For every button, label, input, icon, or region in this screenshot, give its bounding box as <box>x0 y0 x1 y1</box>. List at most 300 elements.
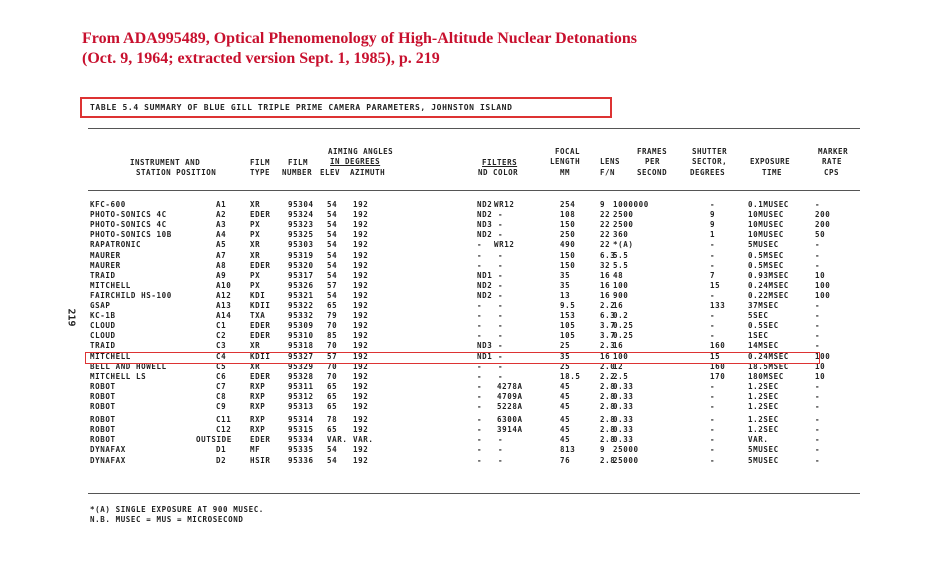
cell-filter-color: - <box>498 435 504 445</box>
cell-marker-rate: 10 <box>815 371 826 381</box>
cell-frames-per-second: 16 <box>613 341 624 351</box>
header-lens-2: F/N <box>600 168 616 177</box>
cell-film-number: 95313 <box>288 402 314 411</box>
cell-frames-per-second: 48 <box>613 270 624 280</box>
cell-film-type: EDER <box>250 435 271 445</box>
cell-instrument: DYNAFAX <box>90 445 126 455</box>
cell-marker-rate: 50 <box>815 230 826 240</box>
header-exposure-2: TIME <box>762 168 783 177</box>
cell-station: A1 <box>216 200 227 209</box>
cell-marker-rate: - <box>815 200 821 209</box>
cell-instrument: PHOTO-SONICS 4C <box>90 210 167 220</box>
cell-azimuth: 192 <box>353 341 369 351</box>
cell-lens: 2.0 <box>600 361 616 371</box>
cell-lens: 6.3 <box>600 250 616 260</box>
cell-lens: 9 <box>600 200 606 209</box>
cell-focal-length: 9.5 <box>560 301 576 310</box>
cell-film-type: RXP <box>250 381 266 391</box>
cell-marker-rate: 10 <box>815 270 826 280</box>
table-row <box>0 372 931 382</box>
cell-azimuth: 192 <box>353 240 369 250</box>
cell-film-number: 95327 <box>288 351 314 361</box>
cell-filter-color: - <box>498 331 504 341</box>
cell-marker-rate: - <box>815 381 821 391</box>
cell-lens: 2.2 <box>600 301 616 310</box>
cell-filter-nd: ND2 <box>477 200 493 209</box>
cell-exposure-time: 5MUSEC <box>748 240 779 250</box>
cell-film-number: 95310 <box>288 331 314 341</box>
table-row <box>0 220 931 230</box>
cell-filter-color: 4709A <box>497 391 523 401</box>
cell-azimuth: 192 <box>353 402 369 411</box>
table-row <box>0 301 931 311</box>
cell-focal-length: 13 <box>560 290 571 300</box>
cell-lens: 2.8 <box>600 391 616 401</box>
table-row <box>0 341 931 351</box>
cell-focal-length: 18.5 <box>560 371 581 381</box>
cell-lens: 22 <box>600 230 611 240</box>
cell-film-type: XR <box>250 341 261 351</box>
cell-film-number: 95334 <box>288 435 314 445</box>
cell-film-type: XR <box>250 361 261 371</box>
cell-filter-color: - <box>498 341 504 351</box>
cell-frames-per-second: 0.33 <box>613 415 634 425</box>
table-row <box>0 230 931 240</box>
cell-exposure-time: 1.2SEC <box>748 391 779 401</box>
cell-station: C12 <box>216 425 232 435</box>
cell-shutter-sector: - <box>710 402 716 411</box>
cell-elev: VAR. <box>327 435 348 445</box>
cell-filter-nd: - <box>477 381 483 391</box>
cell-frames-per-second: 0.33 <box>613 381 634 391</box>
cell-exposure-time: 1.2SEC <box>748 415 779 425</box>
cell-film-number: 95323 <box>288 220 314 230</box>
cell-station: A8 <box>216 260 227 270</box>
cell-exposure-time: 1.2SEC <box>748 402 779 411</box>
cell-film-type: MF <box>250 445 261 455</box>
cell-film-type: RXP <box>250 402 266 411</box>
cell-shutter-sector: - <box>710 321 716 331</box>
cell-filter-color: - <box>498 301 504 310</box>
header-elev: ELEV <box>320 168 341 177</box>
cell-exposure-time: 18.5MSEC <box>748 361 789 371</box>
cell-instrument: MITCHELL LS <box>90 371 147 381</box>
cell-marker-rate: - <box>815 331 821 341</box>
cell-shutter-sector: - <box>710 381 716 391</box>
cell-lens: 2.3 <box>600 341 616 351</box>
table-row <box>0 210 931 220</box>
cell-instrument: ROBOT <box>90 415 116 425</box>
cell-instrument: ROBOT <box>90 402 116 411</box>
table-row <box>0 382 931 392</box>
cell-focal-length: 490 <box>560 240 576 250</box>
cell-focal-length: 35 <box>560 270 571 280</box>
cell-filter-nd: ND2 <box>477 290 493 300</box>
cell-filter-color: - <box>498 311 504 321</box>
cell-marker-rate: - <box>815 435 821 445</box>
table-row <box>0 445 931 455</box>
cell-film-type: PX <box>250 230 261 240</box>
cell-azimuth: 192 <box>353 311 369 321</box>
cell-filter-nd: - <box>477 371 483 381</box>
header-instrument: INSTRUMENT AND <box>130 158 201 167</box>
source-caption-line1: From ADA995489, Optical Phenomenology of High-Altitude Nuclear Detonations <box>82 30 637 47</box>
cell-shutter-sector: - <box>710 425 716 435</box>
cell-lens: 2.8 <box>600 415 616 425</box>
cell-frames-per-second: 0.25 <box>613 321 634 331</box>
cell-exposure-time: 0.5SEC <box>748 321 779 331</box>
cell-exposure-time: VAR. <box>748 435 769 445</box>
cell-filter-nd: - <box>477 240 483 250</box>
page-number: 219 <box>65 308 77 327</box>
cell-instrument: TRAID <box>90 341 116 351</box>
cell-focal-length: 45 <box>560 425 571 435</box>
cell-exposure-time: 1.2SEC <box>748 425 779 435</box>
top-rule <box>88 128 860 129</box>
cell-film-number: 95317 <box>288 270 314 280</box>
cell-shutter-sector: 15 <box>710 351 721 361</box>
cell-marker-rate: - <box>815 455 821 465</box>
cell-azimuth: 192 <box>353 391 369 401</box>
cell-shutter-sector: - <box>710 311 716 321</box>
cell-film-number: 95321 <box>288 290 314 300</box>
cell-lens: 22 <box>600 240 611 250</box>
header-nd-color: ND COLOR <box>478 168 519 177</box>
cell-elev: 65 <box>327 301 338 310</box>
cell-filter-nd: - <box>477 311 483 321</box>
cell-station: D2 <box>216 455 227 465</box>
cell-film-number: 95322 <box>288 301 314 310</box>
header-lens-1: LENS <box>600 157 621 166</box>
cell-station: C2 <box>216 331 227 341</box>
cell-filter-color: - <box>498 260 504 270</box>
cell-shutter-sector: 15 <box>710 280 721 290</box>
cell-marker-rate: 200 <box>815 210 831 220</box>
cell-lens: 22 <box>600 210 611 220</box>
cell-film-type: KDII <box>250 351 271 361</box>
header-shutter-2: SECTOR, <box>692 157 728 166</box>
cell-frames-per-second: *(A) <box>613 240 634 250</box>
cell-instrument: MAURER <box>90 250 121 260</box>
cell-instrument: FAIRCHILD HS-100 <box>90 290 172 300</box>
cell-exposure-time: 0.22MSEC <box>748 290 789 300</box>
cell-filter-nd: ND2 <box>477 230 493 240</box>
cell-film-number: 95326 <box>288 280 314 290</box>
cell-lens: 16 <box>600 270 611 280</box>
cell-filter-nd: - <box>477 415 483 425</box>
cell-filter-nd: - <box>477 455 483 465</box>
cell-film-type: EDER <box>250 331 271 341</box>
cell-filter-nd: - <box>477 445 483 455</box>
cell-focal-length: 254 <box>560 200 576 209</box>
cell-filter-color: - <box>498 210 504 220</box>
cell-station: D1 <box>216 445 227 455</box>
cell-marker-rate: 10 <box>815 361 826 371</box>
cell-filter-nd: ND1 <box>477 351 493 361</box>
cell-filter-nd: - <box>477 402 483 411</box>
cell-exposure-time: 10MUSEC <box>748 220 784 230</box>
cell-shutter-sector: 9 <box>710 220 716 230</box>
header-shutter-1: SHUTTER <box>692 147 728 156</box>
header-rule <box>88 190 860 191</box>
cell-marker-rate: 100 <box>815 290 831 300</box>
cell-frames-per-second: 900 <box>613 290 629 300</box>
cell-instrument: PHOTO-SONICS 4C <box>90 220 167 230</box>
cell-marker-rate: - <box>815 415 821 425</box>
cell-filter-nd: ND3 <box>477 220 493 230</box>
cell-marker-rate: - <box>815 425 821 435</box>
cell-lens: 2.8 <box>600 425 616 435</box>
cell-marker-rate: - <box>815 391 821 401</box>
cell-station: A7 <box>216 250 227 260</box>
cell-marker-rate: 100 <box>815 351 831 361</box>
header-focal-1: FOCAL <box>555 147 581 156</box>
cell-station: A14 <box>216 311 232 321</box>
cell-film-type: RXP <box>250 415 266 425</box>
cell-elev: 54 <box>327 445 338 455</box>
cell-shutter-sector: - <box>710 260 716 270</box>
cell-frames-per-second: 1000000 <box>613 200 649 209</box>
cell-film-number: 95332 <box>288 311 314 321</box>
cell-azimuth: 192 <box>353 321 369 331</box>
cell-elev: 70 <box>327 341 338 351</box>
cell-elev: 54 <box>327 220 338 230</box>
table-row <box>0 311 931 321</box>
cell-elev: 65 <box>327 425 338 435</box>
cell-station: A3 <box>216 220 227 230</box>
cell-filter-color: WR12 <box>494 240 515 250</box>
cell-instrument: CLOUD <box>90 331 116 341</box>
cell-film-number: 95318 <box>288 341 314 351</box>
cell-shutter-sector: 1 <box>710 230 716 240</box>
cell-exposure-time: 5MUSEC <box>748 445 779 455</box>
cell-exposure-time: 10MUSEC <box>748 230 784 240</box>
cell-instrument: RAPATRONIC <box>90 240 142 250</box>
cell-filter-nd: - <box>477 435 483 445</box>
cell-filter-color: - <box>498 321 504 331</box>
cell-film-number: 95314 <box>288 415 314 425</box>
cell-instrument: MITCHELL <box>90 351 131 361</box>
cell-film-type: XR <box>250 240 261 250</box>
cell-film-number: 95336 <box>288 455 314 465</box>
cell-marker-rate: - <box>815 402 821 411</box>
table-row <box>0 200 931 210</box>
cell-lens: 2.8 <box>600 455 616 465</box>
cell-elev: 70 <box>327 371 338 381</box>
header-marker-3: CPS <box>824 168 840 177</box>
cell-filter-color: - <box>498 371 504 381</box>
cell-elev: 65 <box>327 391 338 401</box>
cell-azimuth: 192 <box>353 425 369 435</box>
cell-film-type: XR <box>250 250 261 260</box>
cell-azimuth: 192 <box>353 210 369 220</box>
cell-azimuth: 192 <box>353 371 369 381</box>
cell-frames-per-second: 360 <box>613 230 629 240</box>
cell-exposure-time: 0.5MSEC <box>748 250 784 260</box>
cell-film-number: 95311 <box>288 381 314 391</box>
header-marker-1: MARKER <box>818 147 849 156</box>
cell-marker-rate: - <box>815 240 821 250</box>
cell-exposure-time: 0.1MUSEC <box>748 200 789 209</box>
source-caption-line2: (Oct. 9, 1964; extracted version Sept. 1, 1985), p. 219 <box>82 50 440 67</box>
header-exposure-1: EXPOSURE <box>750 157 791 166</box>
cell-azimuth: 192 <box>353 301 369 310</box>
cell-station: C4 <box>216 351 227 361</box>
cell-station: C1 <box>216 321 227 331</box>
cell-shutter-sector: - <box>710 250 716 260</box>
cell-azimuth: 192 <box>353 331 369 341</box>
cell-focal-length: 45 <box>560 391 571 401</box>
cell-instrument: ROBOT <box>90 391 116 401</box>
header-station: STATION POSITION <box>136 168 217 177</box>
header-marker-2: RATE <box>822 157 843 166</box>
cell-filter-color: 4278A <box>497 381 523 391</box>
table-row <box>0 281 931 291</box>
cell-instrument: BELL AND HOWELL <box>90 361 167 371</box>
cell-azimuth: 192 <box>353 270 369 280</box>
cell-filter-nd: ND2 <box>477 280 493 290</box>
cell-film-type: PX <box>250 220 261 230</box>
cell-exposure-time: 1SEC <box>748 331 769 341</box>
cell-shutter-sector: 170 <box>710 371 726 381</box>
cell-film-type: KDII <box>250 301 271 310</box>
cell-azimuth: 192 <box>353 290 369 300</box>
cell-lens: 6.3 <box>600 311 616 321</box>
cell-filter-color: WR12 <box>494 200 515 209</box>
cell-marker-rate: - <box>815 260 821 270</box>
cell-filter-nd: ND2 <box>477 210 493 220</box>
cell-focal-length: 45 <box>560 402 571 411</box>
header-shutter-3: DEGREES <box>690 168 726 177</box>
cell-film-type: PX <box>250 270 261 280</box>
cell-film-number: 95324 <box>288 210 314 220</box>
cell-exposure-time: 14MSEC <box>748 341 779 351</box>
cell-elev: 70 <box>327 321 338 331</box>
cell-station: C8 <box>216 391 227 401</box>
cell-instrument: MAURER <box>90 260 121 270</box>
cell-focal-length: 153 <box>560 311 576 321</box>
cell-focal-length: 105 <box>560 331 576 341</box>
cell-marker-rate: - <box>815 445 821 455</box>
cell-filter-color: 5228A <box>497 402 523 411</box>
cell-film-number: 95303 <box>288 240 314 250</box>
cell-film-type: PX <box>250 280 261 290</box>
cell-azimuth: 192 <box>353 250 369 260</box>
cell-station: A9 <box>216 270 227 280</box>
cell-marker-rate: - <box>815 321 821 331</box>
cell-station: A12 <box>216 290 232 300</box>
table-row <box>0 402 931 412</box>
cell-focal-length: 150 <box>560 250 576 260</box>
cell-elev: 79 <box>327 311 338 321</box>
cell-film-type: EDER <box>250 371 271 381</box>
cell-shutter-sector: - <box>710 391 716 401</box>
cell-film-number: 95309 <box>288 321 314 331</box>
cell-shutter-sector: - <box>710 435 716 445</box>
cell-azimuth: 192 <box>353 260 369 270</box>
table-row <box>0 261 931 271</box>
cell-elev: 85 <box>327 331 338 341</box>
cell-frames-per-second: 5.5 <box>613 260 629 270</box>
cell-instrument: KFC-600 <box>90 200 126 209</box>
cell-filter-color: - <box>498 220 504 230</box>
cell-station: A5 <box>216 240 227 250</box>
cell-filter-nd: - <box>477 361 483 371</box>
cell-shutter-sector: 133 <box>710 301 726 310</box>
cell-instrument: TRAID <box>90 270 116 280</box>
cell-filter-color: - <box>498 351 504 361</box>
header-azimuth: AZIMUTH <box>350 168 386 177</box>
cell-shutter-sector: - <box>710 455 716 465</box>
cell-instrument: PHOTO-SONICS 10B <box>90 230 172 240</box>
cell-elev: 65 <box>327 402 338 411</box>
cell-exposure-time: 5SEC <box>748 311 769 321</box>
cell-filter-nd: - <box>477 391 483 401</box>
cell-film-number: 95304 <box>288 200 314 209</box>
cell-station: C11 <box>216 415 232 425</box>
cell-instrument: CLOUD <box>90 321 116 331</box>
cell-lens: 3.7 <box>600 331 616 341</box>
cell-focal-length: 76 <box>560 455 571 465</box>
cell-station: C3 <box>216 341 227 351</box>
cell-lens: 3.7 <box>600 321 616 331</box>
cell-shutter-sector: 160 <box>710 361 726 371</box>
cell-shutter-sector: - <box>710 445 716 455</box>
header-focal-3: MM <box>560 168 571 177</box>
cell-station: C5 <box>216 361 227 371</box>
cell-film-type: HSIR <box>250 455 271 465</box>
table-row <box>0 331 931 341</box>
cell-station: A13 <box>216 301 232 310</box>
cell-filter-nd: - <box>477 425 483 435</box>
cell-film-type: EDER <box>250 210 271 220</box>
cell-filter-color: - <box>498 270 504 280</box>
cell-exposure-time: 37MSEC <box>748 301 779 310</box>
cell-film-type: KDI <box>250 290 266 300</box>
cell-elev: 54 <box>327 270 338 280</box>
cell-elev: 70 <box>327 361 338 371</box>
footnote-a: *(A) SINGLE EXPOSURE AT 900 MUSEC. <box>90 505 264 514</box>
header-film-number-2: NUMBER <box>282 168 313 177</box>
cell-exposure-time: 0.24MSEC <box>748 351 789 361</box>
cell-instrument: MITCHELL <box>90 280 131 290</box>
cell-filter-color: 6300A <box>497 415 523 425</box>
cell-film-type: RXP <box>250 425 266 435</box>
cell-shutter-sector: - <box>710 331 716 341</box>
cell-station: C7 <box>216 381 227 391</box>
cell-exposure-time: 0.5MSEC <box>748 260 784 270</box>
cell-marker-rate: - <box>815 301 821 310</box>
cell-frames-per-second: 0.25 <box>613 331 634 341</box>
table-title: TABLE 5.4 SUMMARY OF BLUE GILL TRIPLE PRIME CAMERA PARAMETERS, JOHNSTON ISLAND <box>90 103 513 112</box>
cell-lens: 16 <box>600 290 611 300</box>
cell-frames-per-second: 25000 <box>613 445 639 455</box>
table-row <box>0 251 931 261</box>
cell-lens: 32 <box>600 260 611 270</box>
cell-station: C9 <box>216 402 227 411</box>
cell-shutter-sector: 7 <box>710 270 716 280</box>
cell-azimuth: 192 <box>353 351 369 361</box>
cell-film-number: 95315 <box>288 425 314 435</box>
cell-elev: 57 <box>327 351 338 361</box>
cell-marker-rate: 100 <box>815 280 831 290</box>
cell-film-number: 95312 <box>288 391 314 401</box>
cell-filter-nd: - <box>477 250 483 260</box>
cell-shutter-sector: - <box>710 415 716 425</box>
cell-azimuth: 192 <box>353 361 369 371</box>
cell-filter-color: - <box>498 445 504 455</box>
cell-frames-per-second: 12 <box>613 361 624 371</box>
